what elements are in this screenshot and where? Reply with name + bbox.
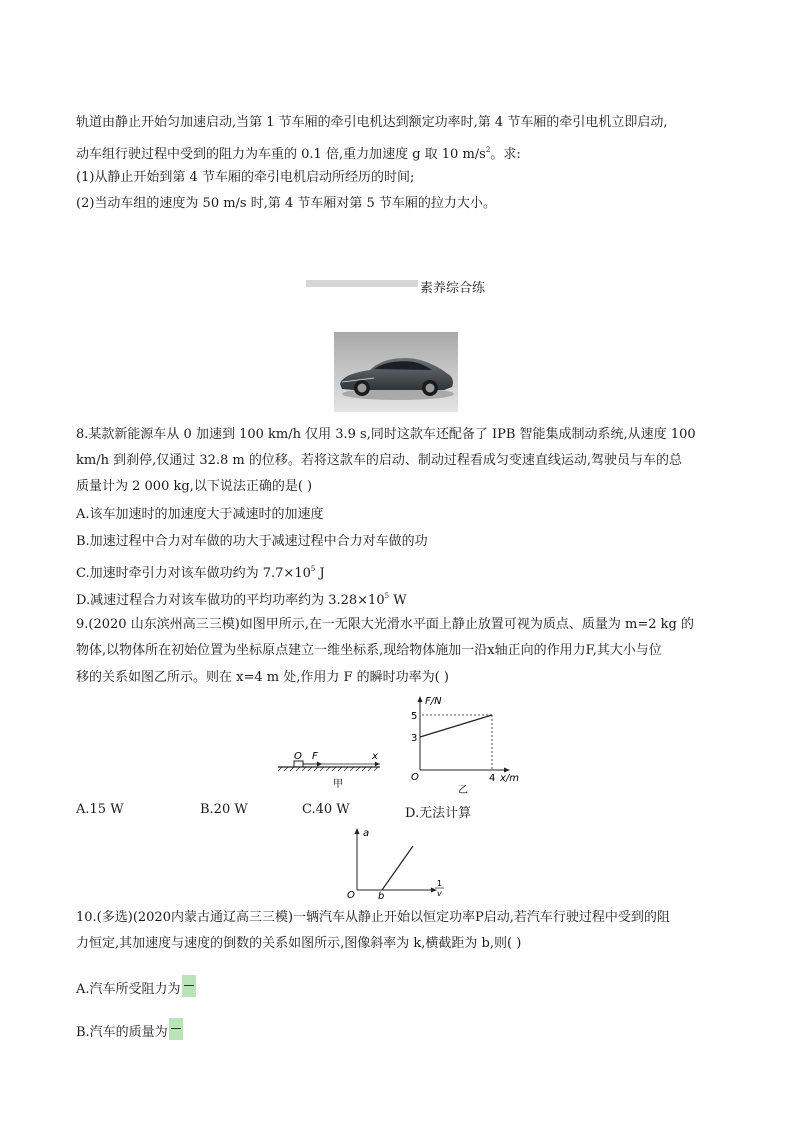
x-label-numerator: 1 [437, 879, 443, 888]
x-label-denominator: v [437, 889, 442, 898]
text-part: A.汽车所受阻力为 [76, 982, 181, 997]
y-axis-label: F/N [425, 696, 442, 707]
superscript: 5 [310, 565, 316, 573]
figure-yi-chart [408, 690, 538, 795]
series-line [382, 846, 413, 890]
x-label: x [372, 751, 378, 762]
y-tick-label: 3 [411, 733, 418, 744]
x-tick-label: 4 [489, 773, 496, 784]
text-line [76, 142, 521, 163]
text-part: D.减速过程合力对该车做功的平均功率约为 3.28×10 [76, 593, 385, 608]
section-bar [306, 280, 418, 287]
section-title: 素养综合练 [420, 281, 486, 296]
force-label: F [312, 751, 318, 762]
option-c [76, 561, 325, 582]
origin-label: O [347, 890, 355, 900]
fraction-placeholder [169, 1018, 183, 1040]
y-tick-label: 5 [411, 711, 418, 722]
x-arrowhead [504, 768, 510, 773]
text-line: 轨道由静止开始匀加速启动,当第 1 节车厢的牵引电机达到额定功率时,第 4 节车厢的牵引电机立即启动, [76, 115, 668, 130]
text-part: B.汽车的质量为 [76, 1025, 168, 1040]
text-part: C.加速时牵引力对该车做功约为 7.7×10 [76, 566, 311, 581]
option-a: A.该车加速时的加速度大于减速时的加速度 [76, 507, 324, 522]
text-part: W [389, 593, 407, 608]
option-b: B.加速过程中合力对车做的功大于减速过程中合力对车做的功 [76, 534, 428, 549]
y-arrowhead [418, 696, 423, 702]
text-part: J [315, 566, 325, 581]
text-line: (1)从静止开始到第 4 节车厢的牵引电机启动所经历的时间; [76, 170, 415, 185]
origin-label: O [294, 751, 302, 762]
option-a: A.15 W [76, 802, 124, 817]
text-line: 物体,以物体所在初始位置为坐标原点建立一维坐标系,现给物体施加一沿x轴正向的作用力F,其大小与位 [76, 643, 662, 658]
text-line: (2)当动车组的速度为 50 m/s 时,第 4 节车厢对第 5 节车厢的拉力大小。 [76, 196, 496, 211]
origin-label: O [411, 772, 419, 783]
text-line: 质量计为 2 000 kg,以下说法正确的是( ) [76, 479, 313, 494]
text-line: 10.(多选)(2020内蒙古通辽高三三模)一辆汽车从静止开始以恒定功率P启动,若汽车行驶过程中受到的阻 [76, 910, 670, 925]
x-intercept-label: b [378, 891, 385, 900]
x-axis-label: x/m [500, 773, 520, 784]
caption-yi: 乙 [458, 785, 468, 795]
series-line [420, 715, 492, 737]
option-d: D.无法计算 [405, 806, 472, 821]
y-axis-label: a [363, 828, 370, 839]
car-photo [334, 332, 458, 412]
y-arrowhead [355, 828, 360, 834]
text-part: 。求: [490, 147, 521, 162]
figure-a-inverse-v [345, 824, 455, 900]
text-line: 9.(2020 山东滨州高三三模)如图甲所示,在一无限大光滑水平面上静止放置可视为质点、质量为 m=2 kg 的 [76, 617, 694, 632]
figure-jia [272, 745, 387, 790]
superscript: 5 [384, 592, 390, 600]
text-line: 8.某款新能源车从 0 加速到 100 km/h 仅用 3.9 s,同时这款车还配备了 IPB 智能集成制动系统,从速度 100 [76, 427, 696, 442]
text-line: 力恒定,其加速度与速度的倒数的关系如图所示,图像斜率为 k,横截距为 b,则( ) [76, 936, 522, 951]
text-line: km/h 到刹停,仅通过 32.8 m 的位移。若将这款车的启动、制动过程看成匀变速直线运动,驾驶员与车的总 [76, 453, 683, 468]
text-part: 动车组行驶过程中受到的阻力为车重的 0.1 倍,重力加速度 g 取 10 m/s [76, 147, 486, 162]
x-arrowhead [375, 762, 380, 766]
text-line: 移的关系如图乙所示。则在 x=4 m 处,作用力 F 的瞬时功率为( ) [76, 670, 449, 685]
superscript: 2 [485, 146, 491, 154]
force-arrowhead [317, 762, 322, 767]
fraction-placeholder [182, 975, 196, 997]
option-b: B.20 W [200, 802, 248, 817]
option-a [76, 975, 196, 998]
caption-jia: 甲 [333, 779, 343, 790]
option-c: C.40 W [302, 802, 350, 817]
option-b [76, 1018, 183, 1041]
option-d [76, 588, 407, 609]
